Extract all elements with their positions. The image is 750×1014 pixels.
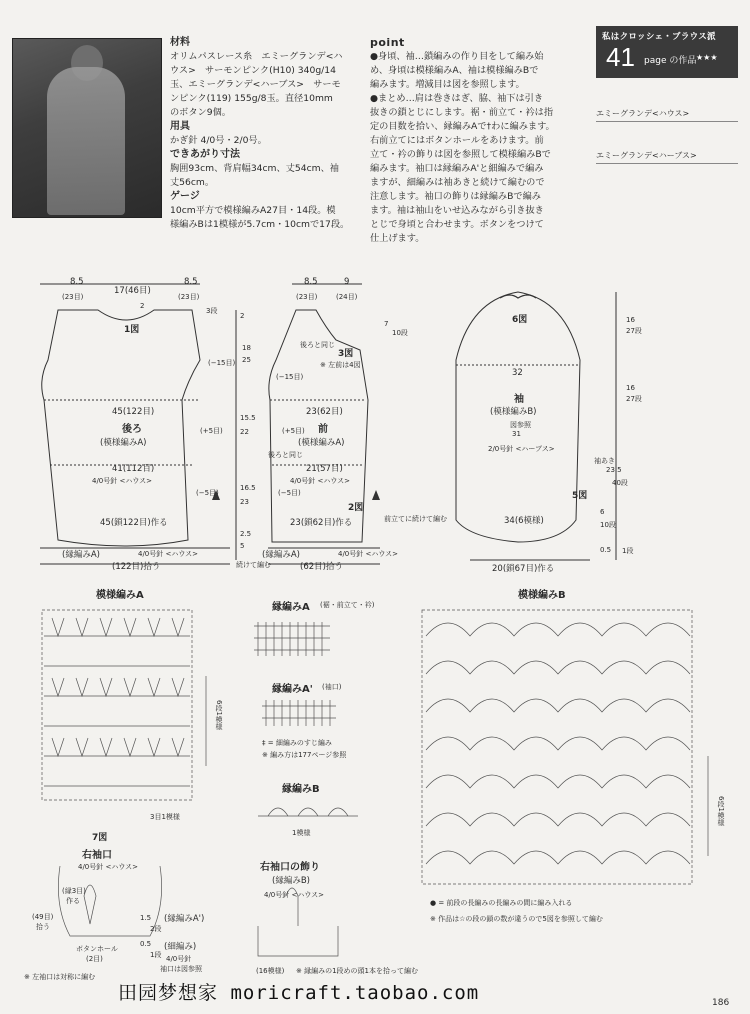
point-line: ますが、細編みは袖あきと続けて編むので xyxy=(370,177,545,188)
back-w45b: 45(鎖122目)作る xyxy=(100,518,168,528)
back-h16_5: 16.5 xyxy=(240,484,256,492)
materials-line: ンピンク(119) 155g/8玉。直径10mm xyxy=(170,93,333,104)
model-photo xyxy=(12,38,162,218)
sleeve-h27b: 27段 xyxy=(626,395,642,403)
page-banner xyxy=(596,26,738,78)
pattern-b-note2: ※ 作品は☆の段の鎖の数が違うので5図を参照して編む xyxy=(430,915,603,923)
tools-heading: 用具 xyxy=(170,121,190,132)
front-top2s: (24目) xyxy=(336,293,358,301)
cuff-note: ※ 左袖口は対称に編む xyxy=(24,973,96,981)
cuff-r2: 0.5 xyxy=(140,940,152,948)
front-same1: 後ろと同じ xyxy=(300,341,335,349)
front-pattern: (模様編みA) xyxy=(298,438,345,448)
point-line: 定の目数を拾い、縁編みAで†わに編みます。 xyxy=(370,121,555,132)
materials-section xyxy=(170,36,366,232)
point-line: 立て・衿の飾りは図を参照して模様編みBで xyxy=(370,149,551,160)
cuff-pick1: (縁3目) xyxy=(62,887,86,895)
sleeve-fig: 6図 xyxy=(512,315,528,325)
point-line: 編みます。袖口は縁編みA'と細編みで編み xyxy=(370,163,544,174)
size-line: 胸囲93cm、背肩幅34cm、丈54cm、袖 xyxy=(170,163,339,174)
front-w21: 21(57目) xyxy=(306,464,343,474)
cuff-pick2: (49目) xyxy=(32,913,54,921)
sleeve-w34: 34(6模様) xyxy=(504,516,544,526)
cuff-needle: 4/0号針 <ハウス> xyxy=(78,863,139,871)
back-dec5: (−5目) xyxy=(196,489,219,497)
sleeve-open: 袖あき xyxy=(594,457,615,465)
sleeve-h16a: 16 xyxy=(626,316,635,324)
cuff-deco-title: 右袖口の飾り xyxy=(260,862,320,873)
cuff-bh: ボタンホール xyxy=(76,945,118,953)
back-pattern: (模様編みA) xyxy=(100,438,147,448)
cuff-lbl1: (縁編みA') xyxy=(164,914,205,924)
pattern-a-chart xyxy=(42,610,192,800)
back-h2_5: 2.5 xyxy=(240,530,252,538)
back-inc5: (+5目) xyxy=(200,427,223,435)
sleeve-h16b: 16 xyxy=(626,384,635,392)
sleeve-h27a: 27段 xyxy=(626,327,642,335)
pattern-b-note1: ● = 前段の長編みの長編みの間に編み入れる xyxy=(430,899,573,907)
point-line: 仕上げます。 xyxy=(370,233,425,244)
pattern-a-rows xyxy=(44,618,190,786)
back-s2: 2 xyxy=(240,312,245,320)
tools-line: かぎ針 4/0号・2/0号。 xyxy=(170,135,267,146)
model-figure xyxy=(47,67,125,215)
size-line: 丈56cm。 xyxy=(170,177,215,188)
front-h7: 7 xyxy=(384,320,389,328)
back-h23: 23 xyxy=(240,498,249,506)
front-fig: 3図 xyxy=(338,349,354,359)
front-w23b: 23(鎖62目)作る xyxy=(290,518,353,528)
back-border-needle: 4/0号針 <ハウス> xyxy=(138,550,199,558)
schematic-diagrams xyxy=(0,270,750,590)
front-border-needle: 4/0号針 <ハウス> xyxy=(338,550,399,558)
pattern-b-rows-label: 6段1模様 xyxy=(717,796,725,826)
back-h25: 25 xyxy=(242,356,251,364)
sleeve-h23_5: 23.5 xyxy=(606,466,622,474)
point-line: ●身頃、袖…鎖編みの作り目をして編み始 xyxy=(370,51,544,62)
edge-a2-chart xyxy=(262,700,336,726)
edge-a-title: 縁編みA xyxy=(272,602,310,613)
sleeve-ref: 図参照 xyxy=(510,421,531,429)
back-s3: 3段 xyxy=(206,307,218,315)
materials-line: ウス> サーモンピンク(H10) 340g/14 xyxy=(170,65,336,76)
cuff-bh2: (2目) xyxy=(86,955,103,963)
back-h18: 18 xyxy=(242,344,251,352)
back-top-w3s: (23目) xyxy=(178,293,200,301)
cuff-lbl4: 袖口は図参照 xyxy=(160,965,202,973)
front-fig2: 2図 xyxy=(348,503,364,513)
sleeve-w31: 31 xyxy=(512,430,521,438)
pattern-b-rows xyxy=(426,623,690,864)
size-heading: できあがり寸法 xyxy=(170,149,240,160)
back-neck: 2 xyxy=(140,302,145,310)
back-dec15: (−15目) xyxy=(208,359,236,367)
edge-b-title: 縁編みB xyxy=(282,784,320,795)
front-border-pick: (62目)拾う xyxy=(300,562,343,572)
point-heading: point xyxy=(370,36,405,49)
pattern-b-title: 模様編みB xyxy=(518,590,566,601)
edge-a-chart xyxy=(254,622,330,656)
edge-a2-sub: (袖口) xyxy=(322,683,342,691)
front-note: ※ 左前は4図 xyxy=(320,361,361,369)
point-line: ●まとめ…肩は巻きはぎ、脇、袖下は引き xyxy=(370,93,544,104)
point-line: 抜きの鎖とじにします。裾・前立て・衿は指 xyxy=(370,107,554,118)
point-line: 編みます。増減目は図を参照します。 xyxy=(370,79,525,90)
pattern-a-repeat: 3目1模様 xyxy=(150,813,180,821)
back-fig: 1図 xyxy=(124,325,140,335)
cuff-lbl3: 4/0号針 xyxy=(166,955,192,963)
front-dec5: (−5目) xyxy=(278,489,301,497)
pattern-a-rows-label: 6段1模様 xyxy=(215,700,223,730)
edge-a2-title: 縁編みA' xyxy=(272,684,313,695)
cuff-r1b: 2段 xyxy=(150,925,162,933)
materials-heading: 材料 xyxy=(170,37,190,48)
back-h22: 22 xyxy=(240,428,249,436)
cuff-title: 右袖口 xyxy=(82,850,112,861)
point-line: 右前立てにはボタンホールをあけます。前 xyxy=(370,135,544,146)
legend-2: ※ 編み方は177ページ参照 xyxy=(262,751,347,759)
back-needle: 4/0号針 <ハウス> xyxy=(92,477,153,485)
point-line: 注意します。袖口の飾りは縁編みBで編み xyxy=(370,191,541,202)
materials-line: のボタン9個。 xyxy=(170,107,231,118)
sleeve-pattern: (模様編みB) xyxy=(490,407,537,417)
yarn-label-herbs: エミーグランデ<ハーブス> xyxy=(596,150,738,164)
front-needle: 4/0号針 <ハウス> xyxy=(290,477,351,485)
front-top1: 8.5 xyxy=(304,277,318,287)
sleeve-h10: 10段 xyxy=(600,521,616,529)
edge-a-sub: (裾・前立て・衿) xyxy=(320,601,375,609)
cuff-pick1b: 作る xyxy=(66,897,80,905)
pattern-b-chart xyxy=(422,610,692,884)
cuff-deco-pick: (16模様) xyxy=(256,967,285,975)
series-title: 私はクロッシェ・ブラウス派 xyxy=(602,32,716,42)
back-top-w3: 8.5 xyxy=(184,277,198,287)
watermark-footer: 田园梦想家 moricraft.taobao.com xyxy=(118,982,480,1004)
point-line: とじで身頃と合わせます。ボタンをつけて xyxy=(370,219,544,230)
front-cont2: 前立てに続けて編む xyxy=(384,515,447,523)
back-border: (縁編みA) xyxy=(62,550,100,560)
cuff-r1: 1.5 xyxy=(140,914,152,922)
stitch-charts xyxy=(0,596,750,976)
front-name: 前 xyxy=(318,424,328,435)
sleeve-outline xyxy=(456,292,580,542)
item-number: 41 xyxy=(606,42,635,72)
front-cont: 続けて編む xyxy=(236,561,271,569)
difficulty-stars: ★★★ xyxy=(696,53,718,62)
yarn-label-house: エミーグランデ<ハウス> xyxy=(596,108,738,122)
sleeve-h1: 1段 xyxy=(622,547,634,555)
cuff-lbl2: (細編み) xyxy=(164,942,197,952)
materials-line: オリムパスレース糸 エミーグランデ<ハ xyxy=(170,51,343,62)
sleeve-h0_5: 0.5 xyxy=(600,546,612,554)
cuff-r2b: 1段 xyxy=(150,951,162,959)
sleeve-h40: 40段 xyxy=(612,479,628,487)
cuff-deco-note: ※ 縁編みの1段めの頭1本を拾って編む xyxy=(296,967,418,975)
point-line: ます。袖は袖山をいせ込みながら引き抜き xyxy=(370,205,544,216)
edge-b-chart xyxy=(258,808,358,816)
sleeve-needle: 2/0号針 <ハーブス> xyxy=(488,445,555,453)
front-dec15: (−15目) xyxy=(276,373,304,381)
sleeve-h6: 6 xyxy=(600,508,605,516)
sleeve-fig5: 5図 xyxy=(572,491,588,501)
back-top-w1: 8.5 xyxy=(70,277,84,287)
cuff-fig: 7図 xyxy=(92,833,108,843)
point-section xyxy=(370,36,582,246)
page-label: page の作品 xyxy=(644,56,697,66)
materials-line: 玉、エミーグランデ<ハーブス> サーモ xyxy=(170,79,341,90)
sleeve-w32: 32 xyxy=(512,368,523,378)
cuff-deco-needle: 4/0号針 <ハウス> xyxy=(264,891,325,899)
back-border-pick: (122目)拾う xyxy=(112,562,161,572)
front-top2: 9 xyxy=(344,277,350,287)
point-line: め、身頃は模様編みA、袖は模様編みBで xyxy=(370,65,539,76)
cuff-pick2b: 拾う xyxy=(36,923,50,931)
cuff-deco-sub: (縁編みB) xyxy=(272,876,310,886)
front-h10: 10段 xyxy=(392,329,408,337)
front-w23: 23(62目) xyxy=(306,407,343,417)
edge-b-repeat: 1模様 xyxy=(292,829,311,837)
gauge-line: 10cm平方で模様編みA27目・14段。模 xyxy=(170,205,336,216)
front-top1s: (23目) xyxy=(296,293,318,301)
front-inc5: (+5目) xyxy=(282,427,305,435)
back-w41: 41(112目) xyxy=(112,464,155,474)
back-outline xyxy=(42,310,200,546)
back-top-w1s: (23目) xyxy=(62,293,84,301)
page-number: 186 xyxy=(712,998,730,1008)
gauge-heading: ゲージ xyxy=(170,191,200,202)
back-name: 後ろ xyxy=(122,424,142,435)
pattern-a-title: 模様編みA xyxy=(96,590,144,601)
sleeve-name: 袖 xyxy=(514,394,524,405)
back-h15_5: 15.5 xyxy=(240,414,256,422)
back-w45: 45(122目) xyxy=(112,407,155,417)
front-same2: 後ろと同じ xyxy=(268,451,303,459)
sleeve-w20: 20(鎖67目)作る xyxy=(492,564,555,574)
legend-1: ‡ = 細編みのすじ編み xyxy=(262,739,332,747)
front-border: (縁編みA) xyxy=(262,550,300,560)
gauge-line: 様編みBは1模様が5.7cm・10cmで17段。 xyxy=(170,219,350,230)
back-h5: 5 xyxy=(240,542,245,550)
back-top-w2: 17(46目) xyxy=(114,286,151,296)
